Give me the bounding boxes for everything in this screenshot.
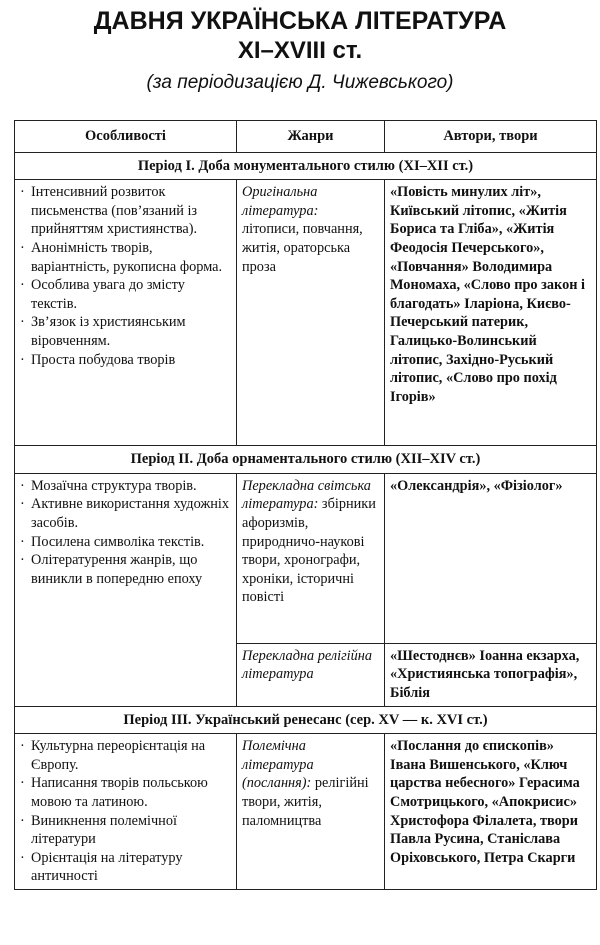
authors-cell (385, 734, 597, 890)
features-cell (15, 473, 237, 706)
features-list (20, 477, 231, 589)
period-row (15, 152, 597, 180)
genres-cell (237, 734, 385, 890)
bullet-icon: · (20, 738, 25, 755)
features-cell (15, 180, 237, 446)
bullet-icon: · (20, 277, 25, 294)
genre-text: збірники афоризмів, природничо-наукові твори, хронографи, хроніки, історичні повісті (242, 496, 376, 606)
literature-table (14, 120, 597, 890)
bullet-icon: · (20, 775, 25, 792)
authors-text: «Олександрія», «Фізіолог» (390, 477, 563, 494)
genre-label: Перекладна релігійна література (242, 647, 373, 683)
bullet-icon: · (20, 184, 25, 201)
page-title: ДАВНЯ УКРАЇНСЬКА ЛІТЕРАТУРА (93, 7, 507, 35)
table-header-row (15, 121, 597, 153)
list-item: · Культурна переорієнтація на Європу. (20, 738, 206, 773)
list-item: · Проста побудова творів (20, 351, 176, 368)
table-row (15, 734, 597, 890)
list-item: · Зв’язок із християнським віровченням. (20, 314, 186, 349)
authors-cell (385, 180, 597, 446)
period-title: Період ІІІ. Український ренесанс (сер. XV — к. XVI ст.) (15, 706, 597, 734)
period-row (15, 706, 597, 734)
period-title: Період ІІ. Доба орнаментального стилю (XII–XIV ст.) (15, 446, 597, 474)
list-item: · Орієнтація на літературу античності (20, 849, 183, 885)
list-item: · Анонімність творів, варіантність, рукописна форма. (20, 239, 223, 275)
page-subtitle: (за періодизацією Д. Чижевського) (146, 72, 454, 93)
bullet-icon: · (20, 533, 25, 550)
bullet-icon: · (20, 314, 25, 331)
column-header-features: Особливості (15, 121, 237, 153)
bullet-icon: · (20, 477, 25, 494)
page-title-period: XI–XVIII ст. (237, 37, 363, 64)
genre-label: Полемічна література (послання): (242, 738, 314, 792)
authors-text: «Послання до єпископів» Івана Вишенського, «Ключ царства небесного» Герасима Смотрицького, «Апокрисис» Христофора Філалета, твори Павла Русина, Станіслава Оріховського, Петра Скарги (390, 738, 580, 866)
genre-text: літописи, повчання, житія, ораторська проза (242, 221, 363, 275)
features-list (20, 737, 231, 886)
features-cell (15, 734, 237, 890)
list-item: · Виникнення полемічної літератури (20, 812, 177, 848)
genres-cell (237, 473, 385, 643)
genres-cell (237, 643, 385, 706)
column-header-authors: Автори, твори (385, 121, 597, 153)
list-item: · Особлива увага до змісту текстів. (20, 277, 185, 312)
column-header-genres: Жанри (237, 121, 385, 153)
authors-text: «Шестоднєв» Іоанна екзарха, «Християнська топографія», Біблія (390, 647, 580, 701)
bullet-icon: · (20, 351, 25, 368)
list-item: · Посилена символіка текстів. (20, 533, 205, 550)
period-row (15, 446, 597, 474)
list-item: · Активне використання художніх засобів. (20, 496, 230, 531)
table-row (15, 180, 597, 446)
genre-label: Перекладна світська література: (242, 477, 371, 513)
list-item: · Інтенсивний розвиток письменства (пов’язаний із прийняттям християнства). (20, 184, 198, 238)
bullet-icon: · (20, 812, 25, 829)
list-item: · Олітературення жанрів, що виникли в попередню епоху (20, 552, 203, 587)
bullet-icon: · (20, 496, 25, 513)
list-item: · Мозаїчна структура творів. (20, 477, 197, 494)
bullet-icon: · (20, 239, 25, 256)
authors-cell (385, 473, 597, 643)
genres-cell (237, 180, 385, 446)
genre-label: Оригінальна література: (242, 184, 319, 219)
list-item: · Написання творів польською мовою та латиною. (20, 775, 208, 810)
authors-cell (385, 643, 597, 706)
period-title: Період І. Доба монументального стилю (XI–XII ст.) (15, 152, 597, 180)
authors-text: «Повість минулих літ», Київський літопис, «Житія Бориса та Гліба», «Житія Феодосія Печерського», «Повчання» Володимира Мономаха, «Слово про закон і благодать» Іларіона, Києво-Печерський патерик, Галицько-Волинський літопис, Західно-Руський літопис, «Слово про похід Ігорів» (390, 184, 586, 405)
genre-text: релігійні твори, житія, паломництва (242, 775, 369, 829)
features-list (20, 183, 231, 369)
table-row (15, 473, 597, 643)
bullet-icon: · (20, 552, 25, 569)
bullet-icon: · (20, 849, 25, 866)
